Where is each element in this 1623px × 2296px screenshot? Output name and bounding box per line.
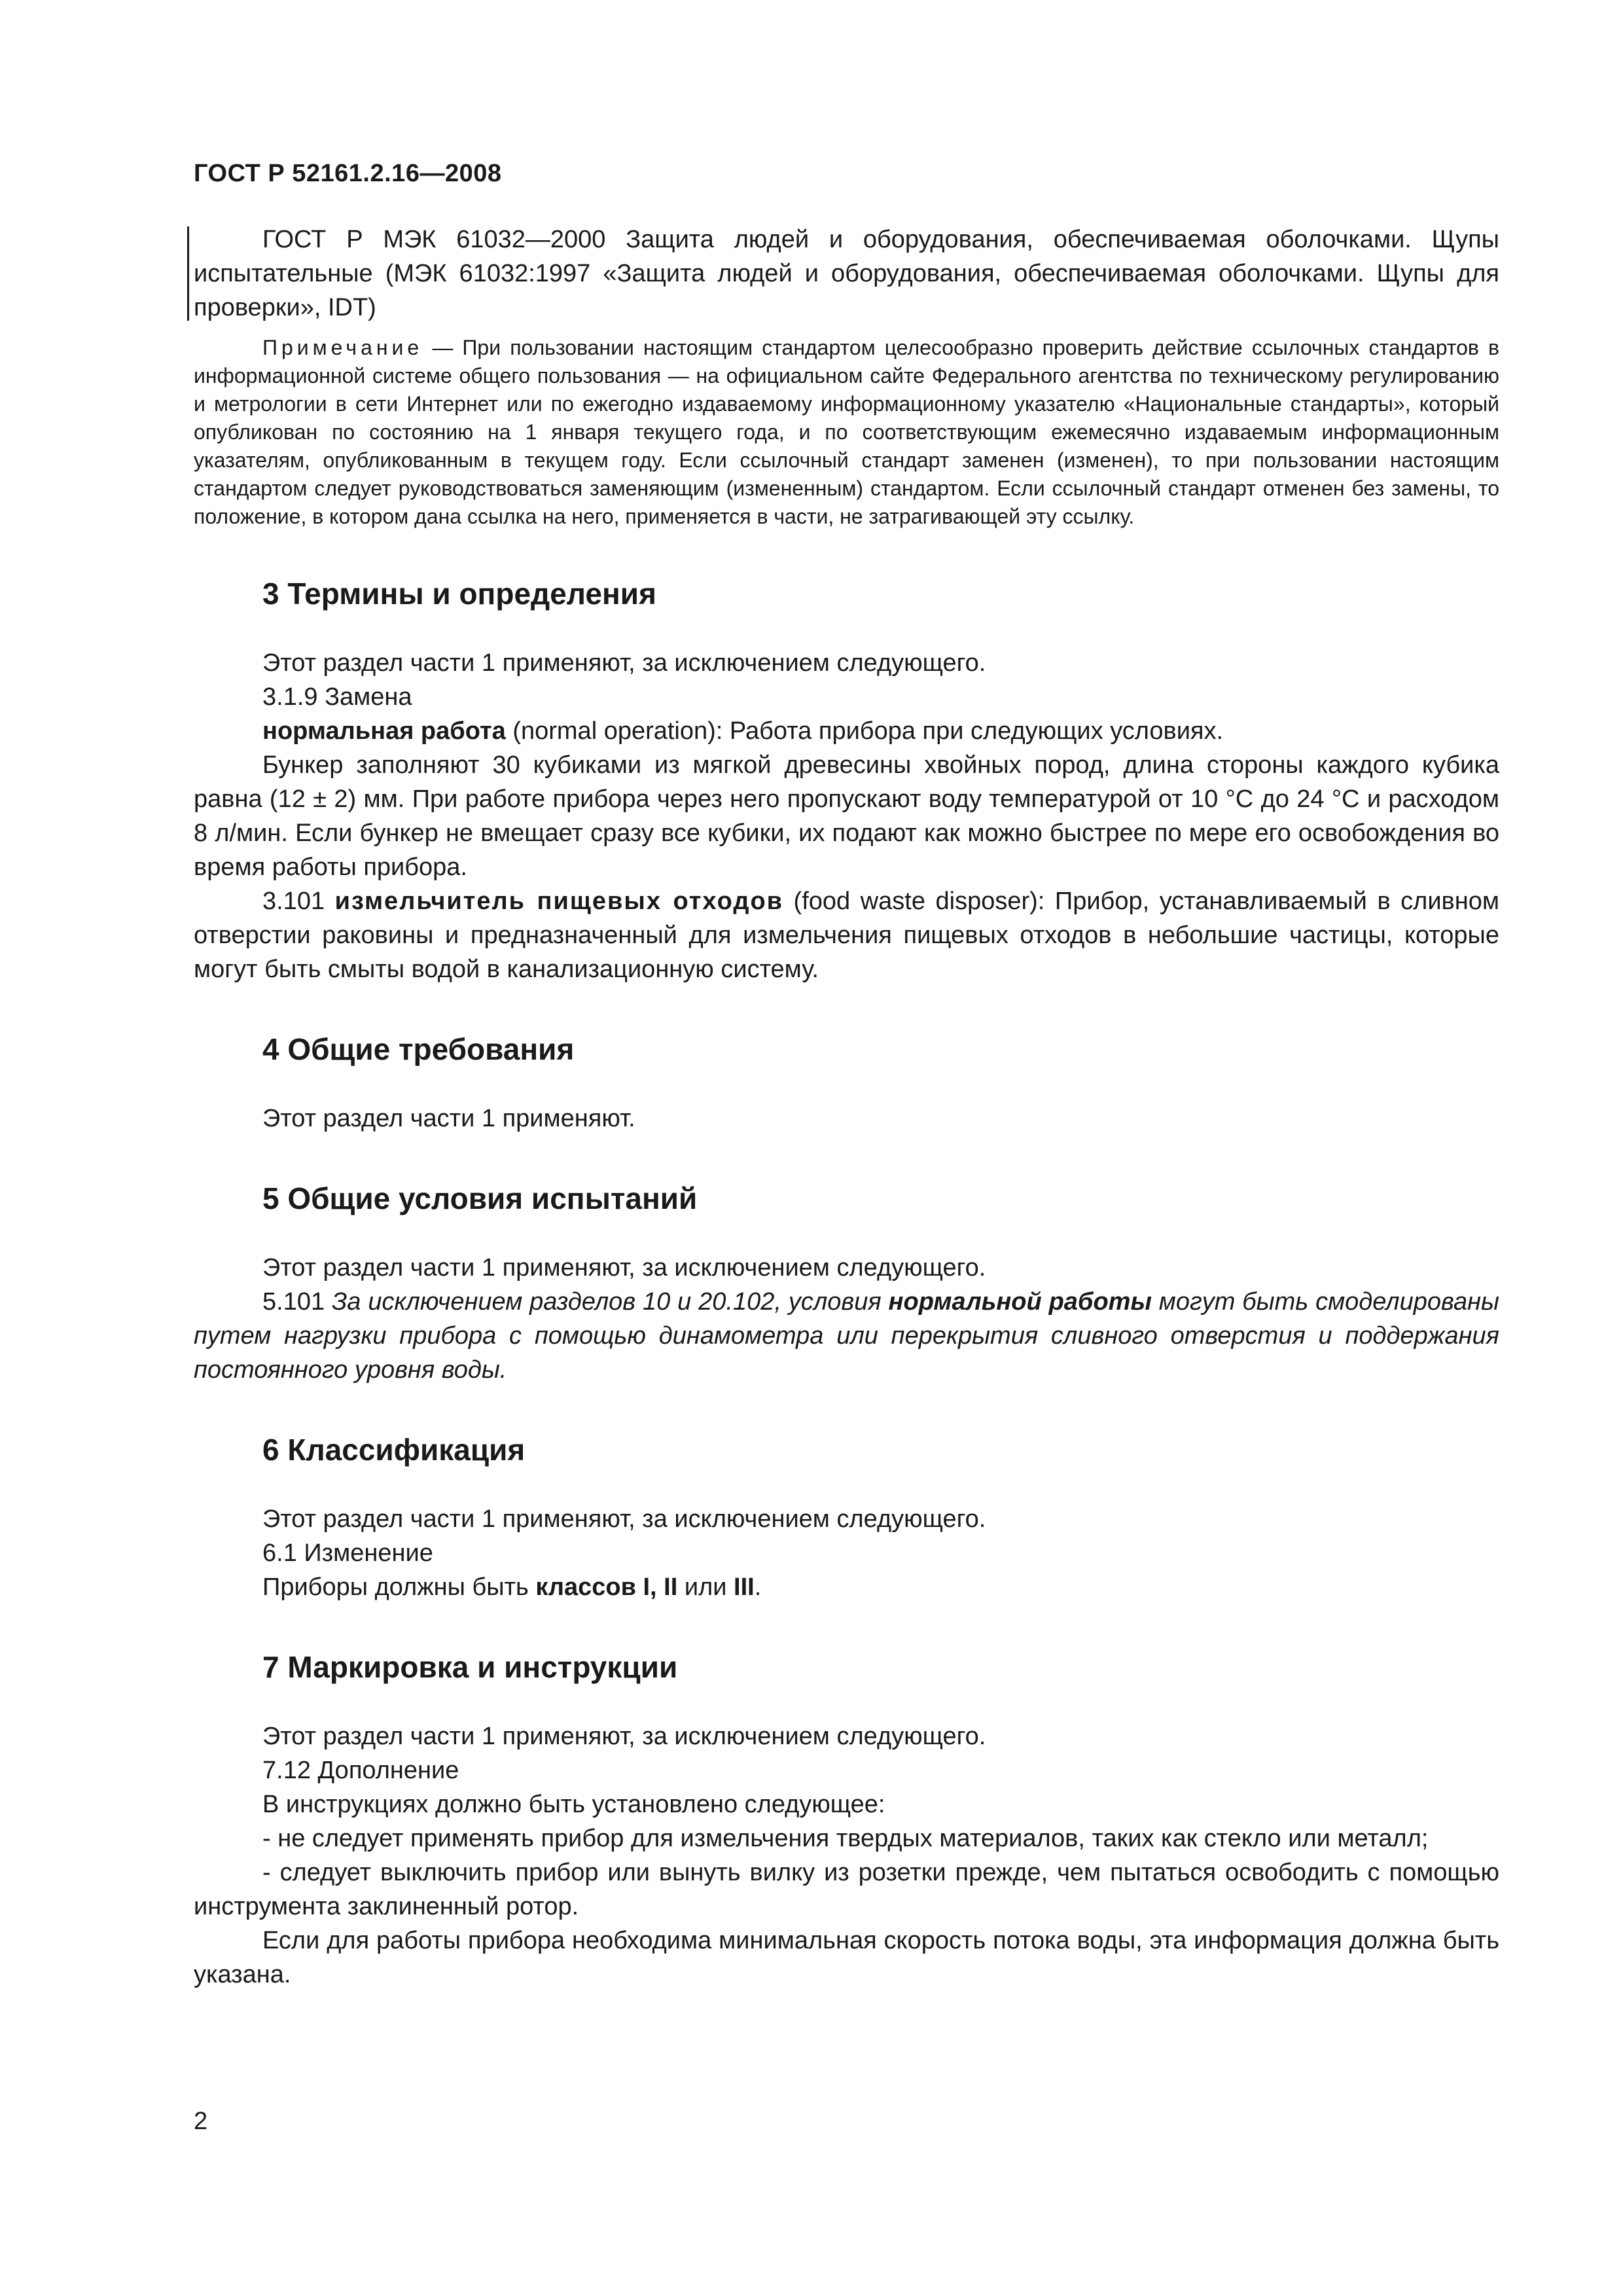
clause-3-101-number: 3.101 [262,888,335,915]
reference-gost-iec-61032: ГОСТ Р МЭК 61032—2000 Защита людей и оборудования, обеспечиваемая оболочками. Щупы испытательные (МЭК 61032:1997 «Защита людей и оборудования, обеспечиваемая оболочками. Щупы для проверки», IDT) [194,223,1499,325]
instruction-item-1: - не следует применять прибор для измельчения твердых материалов, таких как стекло или металл; [262,1825,1429,1852]
clause-5-101 [194,1285,1499,1387]
clause-5-101-text-b: могут быть смоделированы путем нагрузки прибора с помощью динамометра или перекрытия сливного отверстия и поддержания постоянного уровня воды. [194,1288,1499,1384]
instruction-item-2: - следует выключить прибор или вынуть вилку из розетки прежде, чем пытаться освободить с помощью инструмента заклиненный ротор. [194,1859,1499,1920]
water-flow-paragraph: Если для работы прибора необходима минимальная скорость потока воды, эта информация должна быть указана. [194,1927,1499,1988]
clause-5-101-bold: нормальной работы [888,1288,1152,1316]
bunker-paragraph: Бункер заполняют 30 кубиками из мягкой древесины хвойных пород, длина стороны каждого кубика равна (12 ± 2) мм. При работе прибора через него пропускают воду температурой от 10 °С до 24 °С и расходом 8 л/мин. Если бункер не вмещает сразу все кубики, их подают как можно быстрее по мере его освобождения во время работы прибора. [194,751,1499,881]
section-5-heading: 5 Общие условия испытаний [262,1181,698,1215]
classes-end: . [754,1573,762,1601]
clause-7-12: 7.12 Дополнение [262,1757,459,1784]
note-paragraph [194,334,1499,531]
clause-3-1-9: 3.1.9 Замена [262,683,412,711]
clause-6-1: 6.1 Изменение [262,1539,433,1567]
clause-3-101 [194,884,1499,986]
document-header: ГОСТ Р 52161.2.16—2008 [194,160,502,187]
document-body [194,223,1499,1992]
section-4-heading: 4 Общие требования [262,1032,575,1066]
section-7-intro: Этот раздел части 1 применяют, за исключением следующего. [262,1723,986,1750]
classes-paragraph [194,1570,1499,1604]
section-6-heading: 6 Классификация [262,1433,526,1467]
classes-text-a: Приборы должны быть [262,1573,536,1601]
note-label: Примечание [262,336,423,359]
page-number: 2 [194,2108,208,2135]
classes-bold-3: III [734,1573,755,1601]
term-normal-operation-def: (normal operation): Работа прибора при следующих условиях. [505,717,1224,745]
section-7-heading: 7 Маркировка и инструкции [262,1650,678,1684]
clause-5-101-text-a: За исключением разделов 10 и 20.102, условия [331,1288,889,1316]
classes-or: или [677,1573,734,1601]
section-3-heading: 3 Термины и определения [262,577,656,611]
note-text: — При пользовании настоящим стандартом целесообразно проверить действие ссылочных стандартов в информационной системе общего пользования — на официальном сайте Федерального агентства по техническому регулированию и метрологии в сети Интернет или по ежегодно издаваемому информационному указателю «Национальные стандарты», который опубликован по состоянию на 1 января текущего года, и по соответствующим ежемесячно издаваемым информационным указателям, опубликованным в текущем году. Если ссылочный стандарт заменен (изменен), то при пользовании настоящим стандартом следует руководствоваться заменяющим (измененным) стандартом. Если ссылочный стандарт отменен без замены, то положение, в котором дана ссылка на него, применяется в части, не затрагивающей эту ссылку. [194,336,1499,528]
instructions-intro: В инструкциях должно быть установлено следующее: [262,1791,885,1818]
term-normal-operation [194,714,1499,748]
term-food-waste-disposer-def: (food waste disposer): Прибор, устанавливаемый в сливном отверстии раковины и предназначенный для измельчения пищевых отходов в небольшие частицы, которые могут быть смыты водой в канализационную систему. [194,888,1499,983]
clause-5-101-number: 5.101 [262,1288,332,1316]
section-3-intro: Этот раздел части 1 применяют, за исключением следующего. [262,649,986,677]
section-6-intro: Этот раздел части 1 применяют, за исключением следующего. [262,1505,986,1533]
classes-bold: классов I, II [535,1573,678,1601]
term-normal-operation-bold: нормальная работа [262,717,506,745]
section-5-intro: Этот раздел части 1 применяют, за исключением следующего. [262,1254,986,1282]
section-4-text: Этот раздел части 1 применяют. [262,1105,635,1132]
term-food-waste-disposer: измельчитель пищевых отходов [334,888,784,915]
